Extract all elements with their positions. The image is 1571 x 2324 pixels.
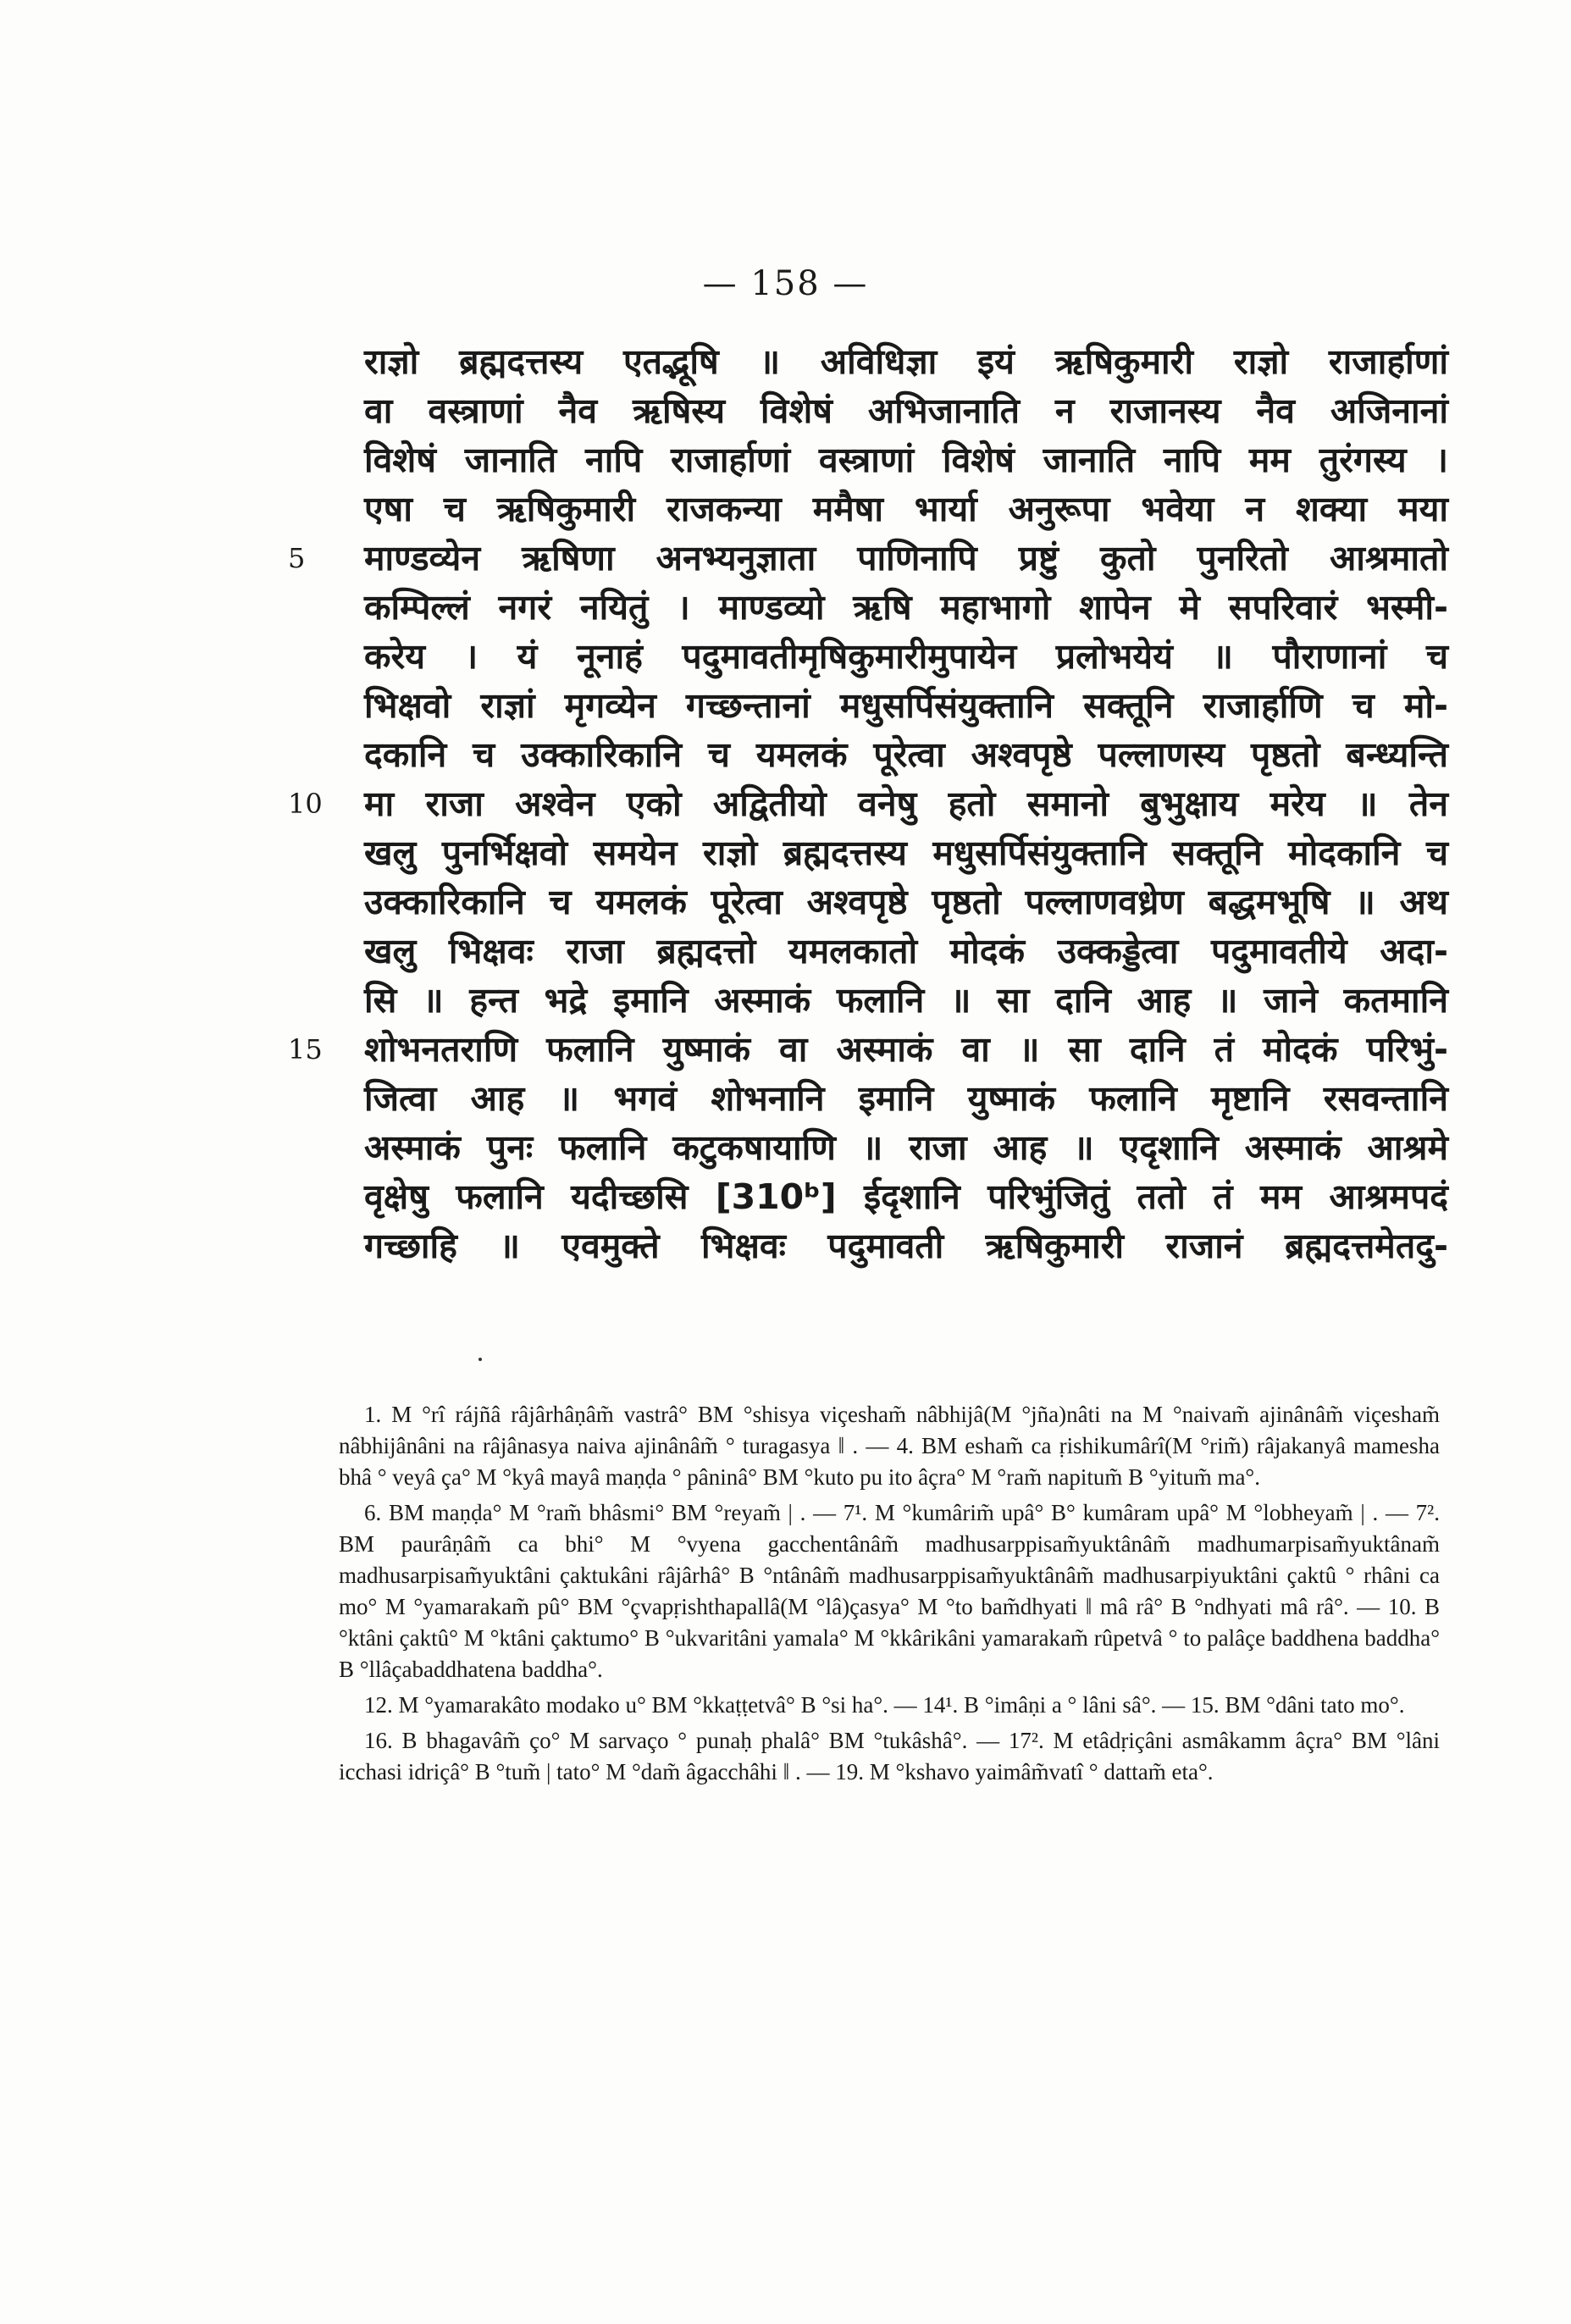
text-line (288, 534, 1448, 583)
text-line (288, 779, 1448, 828)
line-number: 15 (288, 1033, 323, 1065)
text-line (364, 877, 1448, 927)
line-text: शोभनतराणि फलानि युष्माकं वा अस्माकं वा ॥ सा दानि तं मोदकं परिभुं- (364, 1029, 1448, 1070)
text-line (364, 976, 1448, 1025)
text-line (364, 386, 1448, 435)
text-line (288, 1025, 1448, 1074)
line-text: गच्छाहि ॥ एवमुक्ते भिक्षवः पदुमावती ऋषिकुमारी राजानं ब्रह्मदत्तमेतदु- (364, 1226, 1448, 1266)
text-line (364, 337, 1448, 386)
line-text: माण्डव्येन ऋषिणा अनभ्यनुज्ञाता पाणिनापि प्रष्टुं कुतो पुनरितो आश्रमातो (364, 538, 1448, 578)
text-line (364, 681, 1448, 730)
line-text: खलु पुनर्भिक्षवो समयेन राज्ञो ब्रह्मदत्तस्य मधुसर्पिसंयुक्तानि सक्तूनि मोदकानि च (364, 833, 1448, 873)
line-text: अस्माकं पुनः फलानि कटुकषायाणि ॥ राजा आह ॥ एदृशानि अस्माकं आश्रमे (364, 1127, 1448, 1168)
divider-dot (478, 1358, 482, 1361)
text-line (364, 583, 1448, 632)
footnotes-block (339, 1399, 1440, 1792)
line-text: भिक्षवो राज्ञां मृगव्येन गच्छन्तानां मधुसर्पिसंयुक्तानि सक्तूनि राजार्हाणि च मो- (364, 685, 1448, 726)
line-text: मा राजा अश्वेन एको अद्वितीयो वनेषु हतो समानो बुभुक्षाय मरेय ॥ तेन (364, 783, 1448, 824)
text-line (364, 927, 1448, 976)
text-line (364, 730, 1448, 779)
line-text: करेय । यं नूनाहं पदुमावतीमृषिकुमारीमुपायेन प्रलोभयेयं ॥ पौराणानां च (364, 636, 1448, 677)
line-text: जित्वा आह ॥ भगवं शोभनानि इमानि युष्माकं फलानि मृष्टानि रसवन्तानि (364, 1078, 1448, 1119)
line-text: एषा च ऋषिकुमारी राजकन्या ममैषा भार्या अनुरूपा भवेया न शक्या मया (364, 489, 1448, 529)
page-number: — 158 — (702, 264, 869, 303)
line-text: वा वस्त्राणां नैव ऋषिस्य विशेषं अभिजानाति न राजानस्य नैव अजिनानां (364, 390, 1448, 431)
text-line (364, 1074, 1448, 1123)
line-text: विशेषं जानाति नापि राजार्हाणां वस्त्राणां विशेषं जानाति नापि मम तुरंगस्य । (364, 440, 1448, 480)
line-number: 5 (288, 542, 306, 574)
text-line (364, 828, 1448, 877)
text-line (364, 1221, 1448, 1270)
text-line (364, 435, 1448, 484)
line-text: कम्पिल्लं नगरं नयितुं । माण्डव्यो ऋषि महाभागो शापेन मे सपरिवारं भस्मी- (364, 587, 1448, 628)
text-line (364, 1123, 1448, 1172)
line-text: वृक्षेषु फलानि यदीच्छसि [310ᵇ] ईदृशानि परिभुंजितुं ततो तं मम आश्रमपदं (364, 1176, 1448, 1217)
line-text: राज्ञो ब्रह्मदत्तस्य एतद्भूषि ॥ अविधिज्ञा इयं ऋषिकुमारी राज्ञो राजार्हाणां (364, 341, 1448, 382)
line-number: 10 (288, 788, 323, 820)
line-text: उक्कारिकानि च यमलकं पूरेत्वा अश्वपृष्ठे पृष्ठतो पल्लाणवध्रेण बद्धमभूषि ॥ अथ (364, 882, 1448, 922)
line-text: खलु भिक्षवः राजा ब्रह्मदत्तो यमलकातो मोदकं उक्कड्डेत्वा पदुमावतीये अदा- (364, 931, 1448, 971)
text-line (364, 632, 1448, 681)
text-line (364, 484, 1448, 534)
footnote: 12. M °yamarakâto modako u° BM °kkaṭṭetvâ° B °si ha°. — 14¹. B °imâṇi a ° lâni sâ°. — 15. BM °dâni tato mo°. (364, 1692, 1405, 1718)
footnote: 6. BM maṇḍa° M °ram̃ bhâsmi° BM °reyam̃ | . — 7¹. M °kumârim̃ upâ° B° kumâram upâ° M °lobheyam̃ | . — 7². BM paurâṇâm̃ ca bhi° M °vyena gacchentânâm̃ madhusarppisam̃yuktânâm̃ madhumarpisam̃yuktânam̃ madhusarpisam̃yuktâni çaktukâni râjârhâ° B °ntânâm̃ madhusarppisam̃yuktânâm̃ madhusarpiyuktâni çaktû ° rhâni ca mo° M °yamarakam̃ pû° BM °çvapṛishthapallâ(M °lâ)çasya° M °to bam̃dhyati ‖ mâ râ° B °ndhyati mâ râ°. — 10. B °ktâni çaktû° M °ktâni çaktumo° B °ukvaritâni yamala° M °kkârikâni yamarakam̃ rûpetvâ ° to palâçe baddhena baddha° B °llâçabaddhatena baddha°. (339, 1500, 1440, 1682)
footnote: 1. M °rî rájñâ râjârhâṇâm̃ vastrâ° BM °shisya viçesham̃ nâbhijâ(M °jña)nâti na M °naivam̃ ajinânâm̃ viçesham̃ nâbhijânâni na râjânasya naiva ajinânâm̃ ° turagasya ‖ . — 4. BM esham̃ ca ṛishikumârî(M °rim̃) râjakanyâ mamesha bhâ ° veyâ ça° M °kyâ mayâ maṇḍa ° pâninâ° BM °kuto pu ito âçra° M °ram̃ napitum̃ B °yitum̃ ma°. (339, 1402, 1440, 1490)
footnote: 16. B bhagavâm̃ ço° M sarvaço ° punaḥ phalâ° BM °tukâshâ°. — 17². M etâdṛiçâni asmâkamm âçra° BM °lâni icchasi idriçâ° B °tum̃ | tato° M °dam̃ âgacchâhi ‖ . — 19. M °kshavo yaimâm̃vatî ° dattam̃ eta°. (339, 1728, 1440, 1784)
line-text: सि ॥ हन्त भद्रे इमानि अस्माकं फलानि ॥ सा दानि आह ॥ जाने कतमानि (364, 980, 1448, 1021)
sanskrit-text-block (288, 337, 1448, 1270)
text-line (364, 1172, 1448, 1221)
line-text: दकानि च उक्कारिकानि च यमलकं पूरेत्वा अश्वपृष्ठे पल्लाणस्य पृष्ठतो बन्ध्यन्ति (364, 734, 1448, 775)
